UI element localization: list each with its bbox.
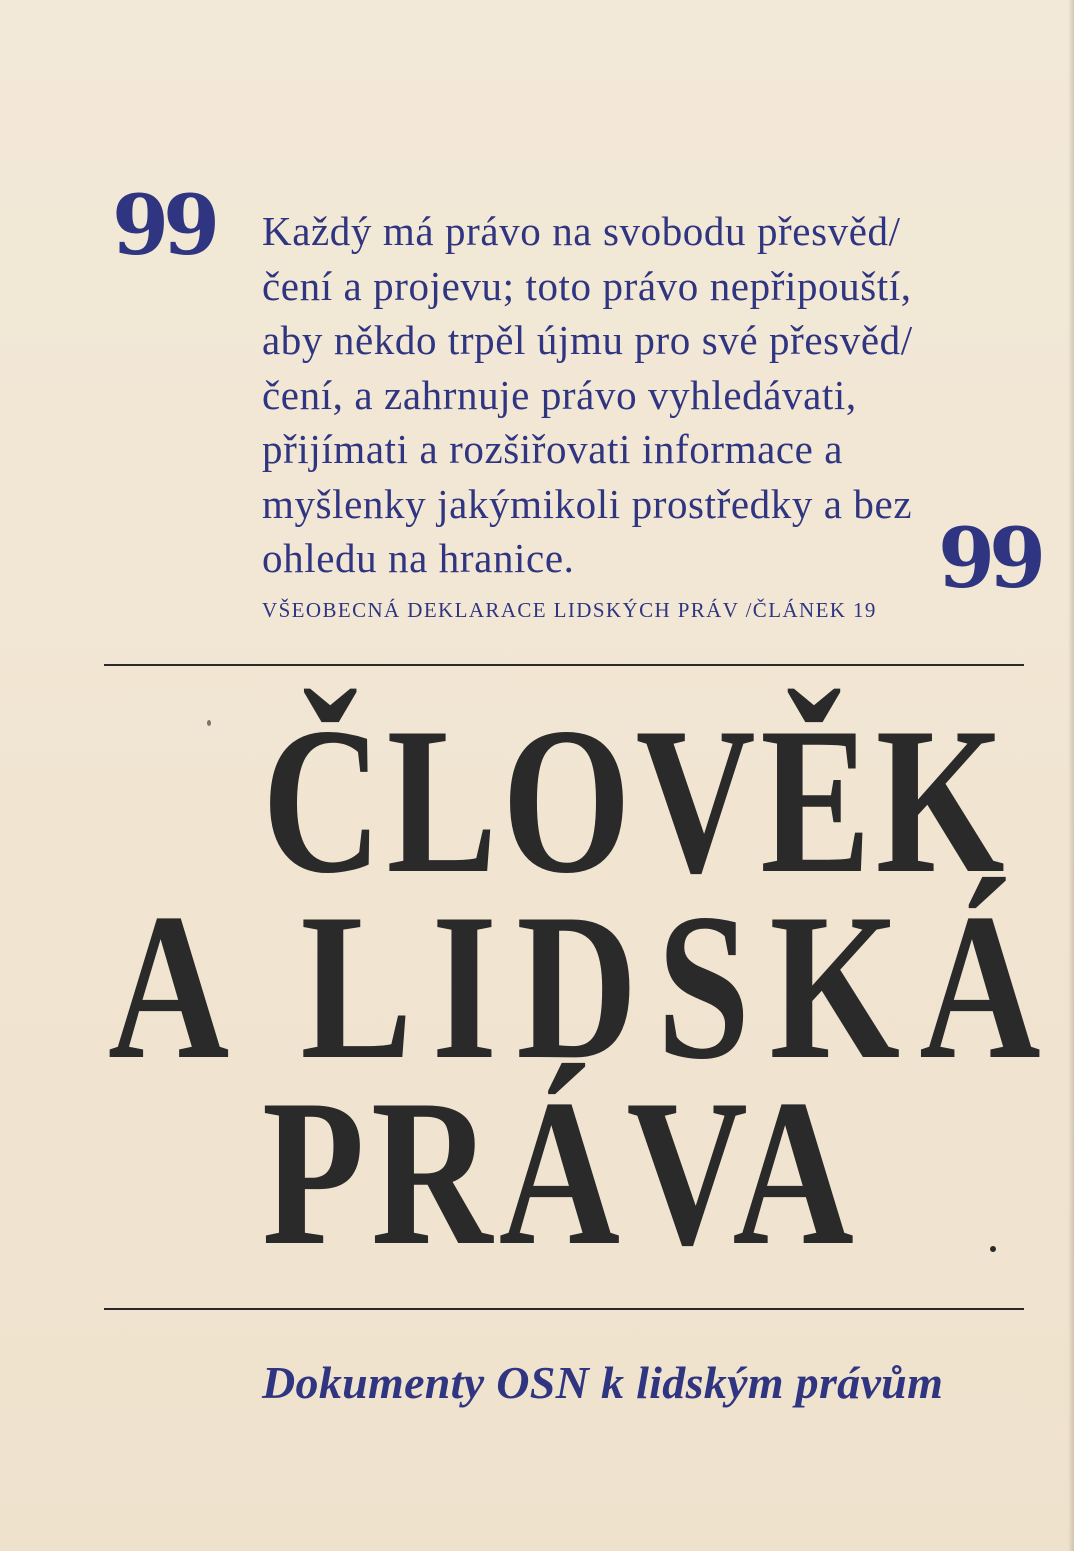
subtitle: Dokumenty OSN k lidským právům: [262, 1357, 944, 1408]
bottom-divider: [104, 1308, 1024, 1310]
ink-speck: [207, 720, 211, 726]
ink-speck: [990, 1246, 996, 1252]
closing-quote-mark: 99: [938, 511, 1041, 607]
quote-line: aby někdo trpěl újmu pro své přesvěd/: [262, 317, 913, 363]
edge-shadow: [1068, 0, 1074, 1551]
quote-line: ohledu na hranice.: [262, 535, 575, 581]
opening-quote-mark: 99: [112, 178, 215, 274]
quote-line: čení, a zahrnuje právo vyhledávati,: [262, 371, 857, 418]
top-divider: [104, 664, 1024, 666]
quote-text: [262, 204, 1042, 586]
quote-line: přijímati a rozšiřovati informace a: [262, 426, 844, 472]
quote-source: VŠEOBECNÁ DEKLARACE LIDSKÝCH PRÁV /ČLÁNEK 19: [262, 598, 877, 622]
quote-line: myšlenky jakýmikoli prostředky a bez: [262, 480, 913, 527]
title-line-3: PRÁVA: [262, 1057, 861, 1289]
title-line-1: ČLOVĚK: [262, 685, 1010, 917]
title-line-2: A LIDSKÁ: [108, 871, 1060, 1103]
quote-line: čení a projevu; toto právo nepřipouští,: [262, 262, 912, 309]
quote-line: Každý má právo na svobodu přesvěd/: [262, 208, 901, 254]
